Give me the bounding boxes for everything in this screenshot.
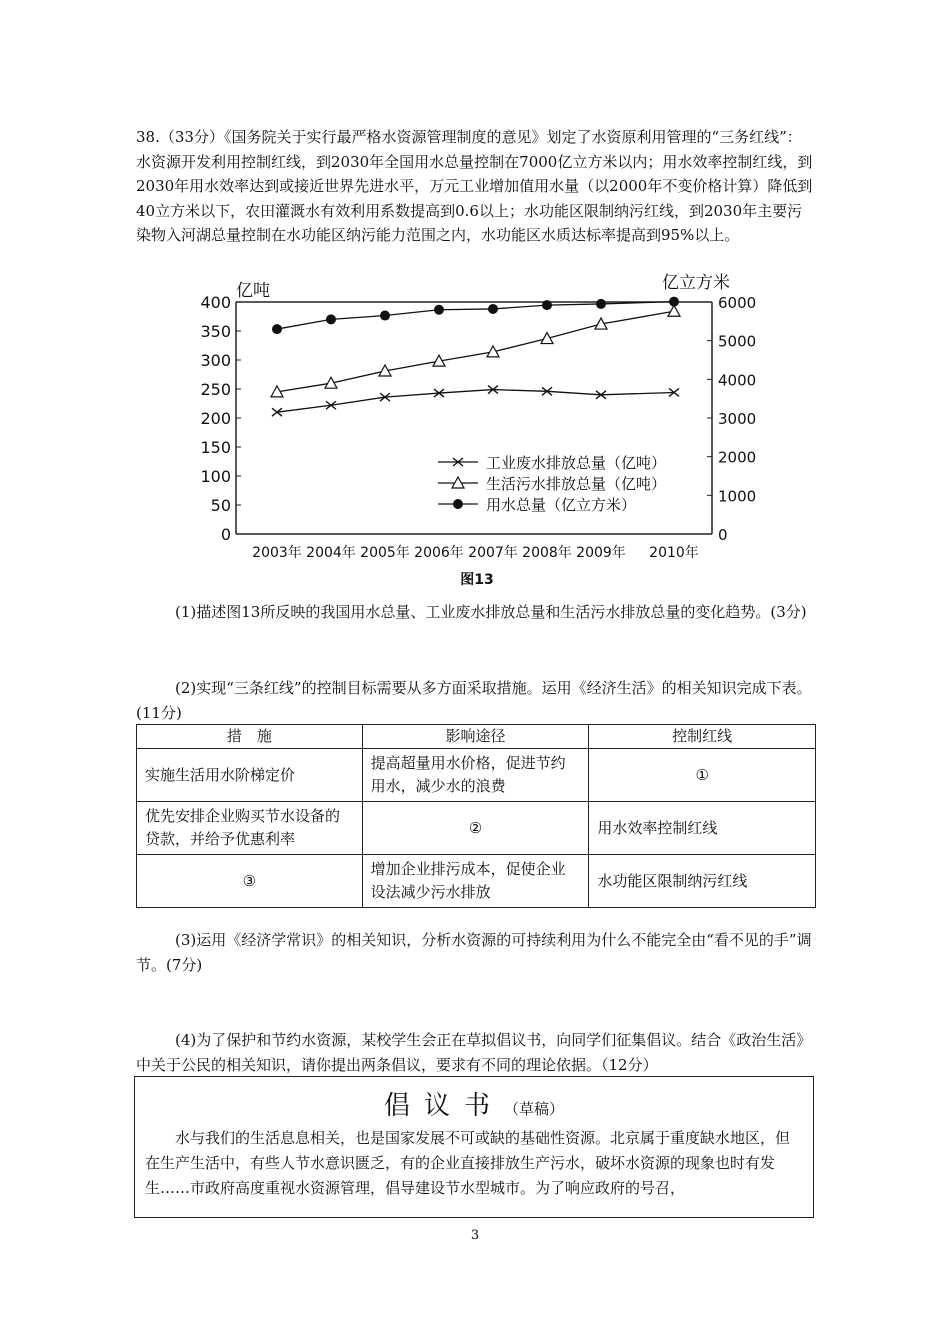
- x-tick-label: 2009年: [576, 545, 626, 561]
- right-tick-label: 4000: [718, 371, 757, 390]
- x-tick-label: 2008年: [522, 545, 572, 561]
- right-tick-label: 2000: [718, 448, 757, 467]
- proposal-title-note: （草稿）: [504, 1100, 565, 1118]
- question-38-text: 38.（33分）《国务院关于实行最严格水资源管理制度的意见》划定了水资原利用管理的“三务红线”：水资源开发利用控制红线，到2030年全国用水总量控制在7000亿立方米以内；用水效率控制红线，到2030年用水效率达到或接近世界先进水平，万元工业增加值用水量（以2000年不变价格计算）降低到40立方米以下，农田灌溉水有效利用系数提高到0.6以上；水功能区限制纳污红线，到2030年主要污染物入河湖总量控制在水功能区纳污能力范围之内，水功能区水质达标率提高到95%以上。: [136, 128, 813, 244]
- dot-marker: [434, 305, 444, 315]
- x-tick-label: 2003年: [252, 545, 302, 561]
- series-lines: [271, 297, 680, 417]
- left-tick-label: 200: [200, 409, 231, 428]
- dot-marker: [380, 311, 390, 321]
- question-1: (1)描述图13所反映的我国用水总量、工业废水排放总量和生活污水排放总量的变化趋势。(3分): [175, 603, 807, 621]
- proposal-box: [134, 1076, 814, 1218]
- dot-marker: [596, 299, 606, 309]
- right-axis-label: 亿立方米: [662, 273, 730, 293]
- right-axis-ticks: [707, 294, 756, 544]
- x-tick-label: 2004年: [306, 545, 356, 561]
- water-usage-chart: [190, 272, 757, 592]
- table-header: 措 施: [137, 725, 363, 749]
- blank-answer-1: ①: [589, 749, 816, 802]
- series-1: [272, 386, 679, 417]
- table-header: 控制红线: [589, 725, 816, 749]
- question-3: (3)运用《经济学常识》的相关知识，分析水资源的可持续利用为什么不能完全由“看不见的手”调节。(7分): [136, 931, 812, 974]
- page-number: 3: [470, 1228, 480, 1243]
- measures-table: [136, 724, 816, 908]
- triangle-marker: [668, 305, 680, 316]
- left-tick-label: 350: [200, 322, 231, 341]
- series-line: [277, 302, 674, 329]
- legend-label: 用水总量（亿立方米）: [486, 496, 637, 514]
- x-tick-label: 2006年: [414, 545, 464, 561]
- right-tick-label: 3000: [718, 410, 757, 428]
- table-row: [137, 855, 816, 908]
- dot-marker: [488, 304, 498, 314]
- legend-label: 工业废水排放总量（亿吨）: [486, 454, 667, 472]
- legend-label: 生活污水排放总量（亿吨）: [486, 475, 667, 493]
- dot-marker: [326, 314, 336, 324]
- blank-answer-2: ②: [362, 802, 589, 855]
- left-tick-label: 0: [220, 525, 231, 544]
- table-cell: 增加企业排污成本，促使企业设法减少污水排放: [362, 855, 589, 908]
- right-tick-label: 1000: [718, 487, 757, 506]
- question-4: (4)为了保护和节约水资源，某校学生会正在草拟倡议书，向同学们征集倡议。结合《政治生活》中关于公民的相关知识，请你提出两条倡议，要求有不同的理论依据。（12分）: [136, 1031, 812, 1074]
- left-axis-ticks: [200, 293, 241, 544]
- table-cell: 提高超量用水价格，促进节约用水，减少水的浪费: [362, 749, 589, 802]
- left-tick-label: 250: [200, 380, 231, 399]
- blank-answer-3: ③: [137, 855, 363, 908]
- chart-title: 图13: [460, 572, 494, 588]
- table-cell: 水功能区限制纳污红线: [589, 855, 816, 908]
- series-line: [277, 390, 674, 413]
- dot-marker: [453, 499, 463, 509]
- dot-marker: [542, 300, 552, 310]
- chart-axes: [236, 302, 712, 534]
- dot-marker: [272, 324, 282, 334]
- table-header: 影响途径: [362, 725, 589, 749]
- table-cell: 用水效率控制红线: [589, 802, 816, 855]
- chart-legend: [438, 454, 666, 514]
- left-tick-label: 50: [210, 496, 231, 515]
- proposal-title-text: 倡议书: [383, 1091, 504, 1121]
- left-tick-label: 400: [200, 293, 231, 312]
- proposal-title: [135, 1085, 813, 1122]
- table-cell: 优先安排企业购买节水设备的贷款，并给予优惠利率: [137, 802, 363, 855]
- x-tick-label: 2010年: [649, 545, 699, 561]
- table-header-row: [137, 725, 816, 749]
- x-tick-label: 2007年: [468, 545, 518, 561]
- left-axis-label: 亿吨: [236, 281, 270, 301]
- table-row: [137, 749, 816, 802]
- left-tick-label: 300: [200, 351, 231, 370]
- right-tick-label: 6000: [718, 294, 757, 312]
- right-tick-label: 0: [718, 526, 728, 544]
- dot-marker: [669, 297, 679, 307]
- x-axis-ticks: [252, 544, 699, 561]
- proposal-body: 水与我们的生活息息相关，也是国家发展不可或缺的基础性资源。北京属于重度缺水地区，但在生产生活中，有些人节水意识匮乏，有的企业直接排放生产污水，破坏水资源的现象也时有发生……市政府高度重视水资源管理，倡导建设节水型城市。为了响应政府的号召，: [145, 1129, 791, 1197]
- series-line: [277, 311, 674, 392]
- right-tick-label: 5000: [718, 332, 757, 351]
- table-cell: 实施生活用水阶梯定价: [137, 749, 363, 802]
- x-tick-label: 2005年: [360, 545, 410, 561]
- left-tick-label: 100: [200, 467, 231, 486]
- left-tick-label: 150: [200, 438, 231, 457]
- table-row: [137, 802, 816, 855]
- question-2: (2)实现“三条红线”的控制目标需要从多方面采取措施。运用《经济生活》的相关知识完成下表。(11分): [136, 679, 812, 722]
